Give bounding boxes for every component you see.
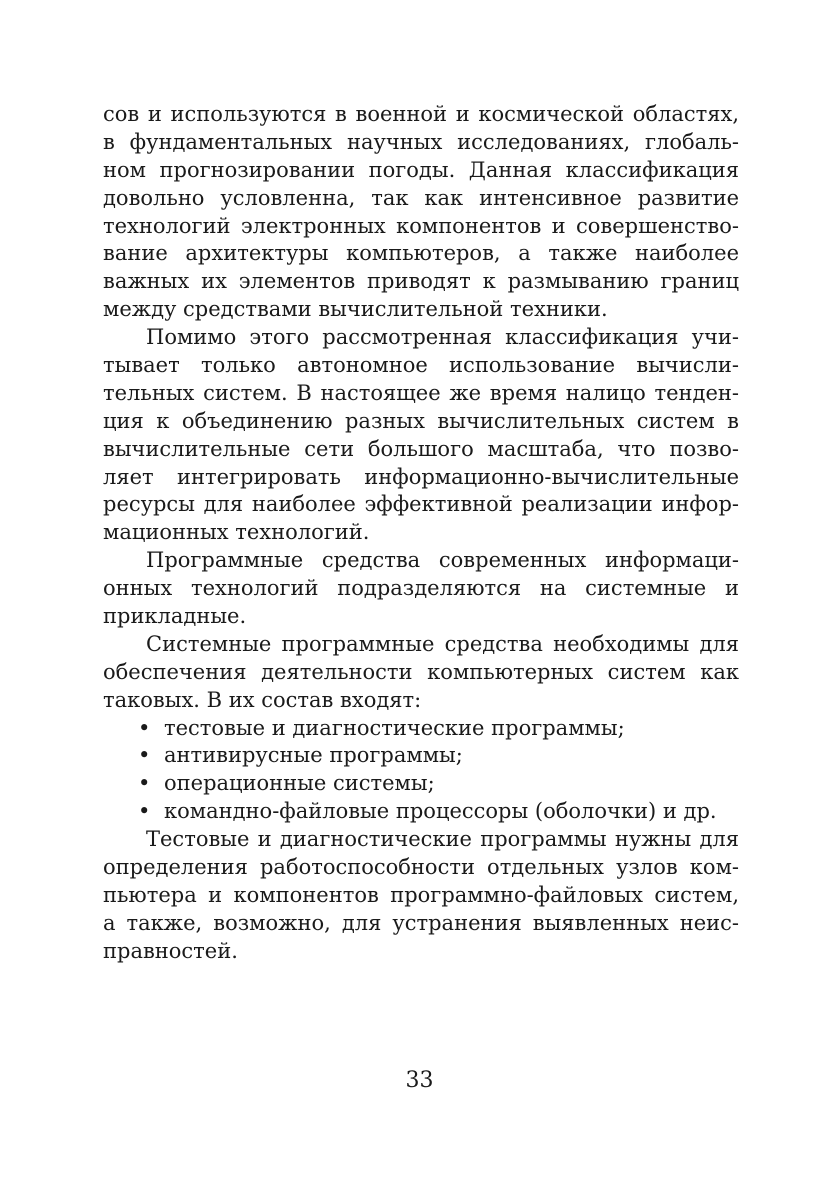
list-item-text: антивирусные программы;: [164, 743, 463, 768]
paragraph-line: Программные средства современных информаци-: [146, 548, 739, 573]
paragraph-line: обеспечения деятельности компьютерных систем как: [103, 659, 739, 684]
paragraph-line: вычислительные сети большого масштаба, что позво-: [103, 436, 739, 461]
paragraph-line: а также, возможно, для устранения выявленных неис-: [103, 910, 739, 935]
bullet-icon: •: [138, 799, 151, 824]
paragraph-line: тельных систем. В настоящее же время налицо тенден-: [103, 380, 739, 405]
paragraph-line: Системные программные средства необходимы для: [146, 631, 739, 656]
paragraph-line: прикладные.: [103, 604, 247, 629]
list-item: [103, 715, 739, 743]
paragraph-line: правностей.: [103, 938, 238, 963]
paragraph-line: сов и используются в военной и космической областях,: [103, 102, 739, 126]
paragraph-line: ном прогнозировании погоды. Данная классификация: [103, 157, 739, 182]
paragraph-line: онных технологий подразделяются на системные и: [103, 576, 739, 601]
paragraph-line: ресурсы для наиболее эффективной реализации инфор-: [103, 492, 739, 517]
list-item-text: командно-файловые процессоры (оболочки) и др.: [164, 799, 717, 824]
paragraph-line: мационных технологий.: [103, 520, 370, 545]
page-body: [103, 101, 739, 966]
paragraph-line: Помимо этого рассмотренная классификация учи-: [146, 325, 739, 350]
paragraph-line: в фундаментальных научных исследованиях, глобаль-: [103, 129, 739, 154]
paragraph-line: важных их элементов приводят к размыванию границ: [103, 269, 739, 294]
paragraph-line: тывает только автономное использование вычисли-: [103, 353, 739, 378]
paragraph-line: пьютера и компонентов программно-файловых систем,: [103, 882, 739, 907]
page-number: 33: [405, 1068, 434, 1093]
bullet-icon: •: [138, 771, 151, 796]
paragraph-line: ляет интегрировать информационно-вычислительные: [103, 464, 739, 489]
bullet-icon: •: [138, 743, 151, 768]
paragraph-line: вание архитектуры компьютеров, а также наиболее: [103, 241, 739, 266]
paragraph-line: определения работоспособности отдельных узлов ком-: [103, 855, 739, 880]
paragraph-line: довольно условленна, так как интенсивное развитие: [103, 185, 739, 210]
bullet-icon: •: [138, 715, 151, 740]
list-item: [103, 742, 739, 770]
paragraph-line: Тестовые и диагностические программы нужны для: [146, 827, 739, 852]
paragraph-line: между средствами вычислительной техники.: [103, 297, 608, 322]
list-item: [103, 770, 739, 798]
paragraph-line: ция к объединению разных вычислительных систем в: [103, 408, 739, 433]
paragraph-line: технологий электронных компонентов и совершенство-: [103, 213, 739, 238]
list-item-text: операционные системы;: [164, 771, 435, 796]
list-item-text: тестовые и диагностические программы;: [164, 715, 625, 740]
paragraph-line: таковых. В их состав входят:: [103, 687, 422, 712]
list-item: [103, 798, 739, 826]
